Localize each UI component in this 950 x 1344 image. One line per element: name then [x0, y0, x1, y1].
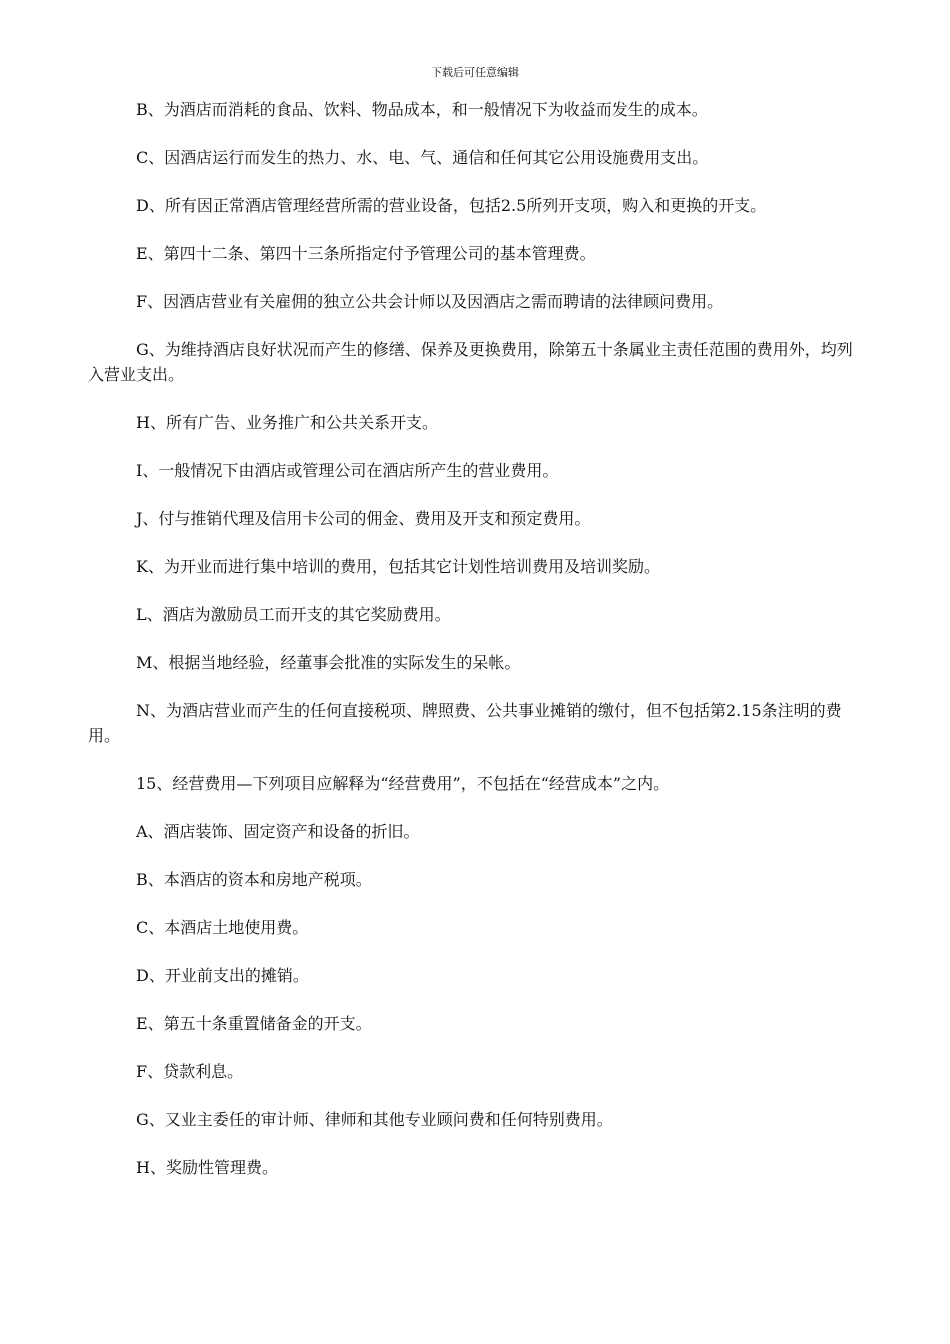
paragraph-15-operating-fees: 15、经营费用—下列项目应解释为“经营费用”，不包括在“经营成本”之内。	[136, 774, 670, 793]
paragraph-l-rewards: L、酒店为激励员工而开支的其它奖励费用。	[136, 605, 451, 624]
paragraph-j-commissions: J、付与推销代理及信用卡公司的佣金、费用及开支和预定费用。	[136, 509, 591, 528]
paragraph-c-land-use: C、本酒店土地使用费。	[136, 918, 309, 937]
paragraph-h-advertising: H、所有广告、业务推广和公共关系开支。	[136, 413, 438, 432]
paragraph-c-utilities: C、因酒店运行而发生的热力、水、电、气、通信和任何其它公用设施费用支出。	[136, 148, 709, 167]
paragraph-d-equipment: D、所有因正常酒店管理经营所需的营业设备，包括2.5所列开支项，购入和更换的开支。	[136, 196, 767, 215]
paragraph-k-training: K、为开业而进行集中培训的费用，包括其它计划性培训费用及培训奖励。	[136, 557, 660, 576]
paragraph-g-professional-fees: G、又业主委任的审计师、律师和其他专业顾问费和任何特别费用。	[136, 1110, 613, 1129]
paragraph-a-depreciation: A、酒店装饰、固定资产和设备的折旧。	[136, 822, 420, 841]
paragraph-h-incentive-fee: H、奖励性管理费。	[136, 1158, 278, 1177]
paragraph-m-bad-debts: M、根据当地经验，经董事会批准的实际发生的呆帐。	[136, 653, 521, 672]
paragraph-d-amortization: D、开业前支出的摊销。	[136, 966, 309, 985]
paragraph-b-property-tax: B、本酒店的资本和房地产税项。	[136, 870, 372, 889]
paragraph-f-loan-interest: F、贷款利息。	[136, 1062, 244, 1081]
paragraph-e-reserve: E、第五十条重置储备金的开支。	[136, 1014, 372, 1033]
paragraph-i-operating-expense: I、一般情况下由酒店或管理公司在酒店所产生的营业费用。	[136, 461, 559, 480]
paragraph-n-taxes: N、为酒店营业而产生的任何直接税项、牌照费、公共事业摊销的缴付，但不包括第2.15条注明的费用。	[88, 701, 842, 745]
paragraph-b-food-cost: B、为酒店而消耗的食品、饮料、物品成本，和一般情况下为收益而发生的成本。	[136, 100, 708, 119]
paragraph-e-base-fee: E、第四十二条、第四十三条所指定付予管理公司的基本管理费。	[136, 244, 596, 263]
paragraph-g-maintenance: G、为维持酒店良好状况而产生的修缮、保养及更换费用，除第五十条属业主责任范围的费用外，均列入营业支出。	[88, 340, 853, 384]
document-body	[88, 97, 864, 1203]
paragraph-f-accountant-legal: F、因酒店营业有关雇佣的独立公共会计师以及因酒店之需而聘请的法律顾问费用。	[136, 292, 724, 311]
page-header: 下载后可任意编辑	[431, 66, 519, 79]
